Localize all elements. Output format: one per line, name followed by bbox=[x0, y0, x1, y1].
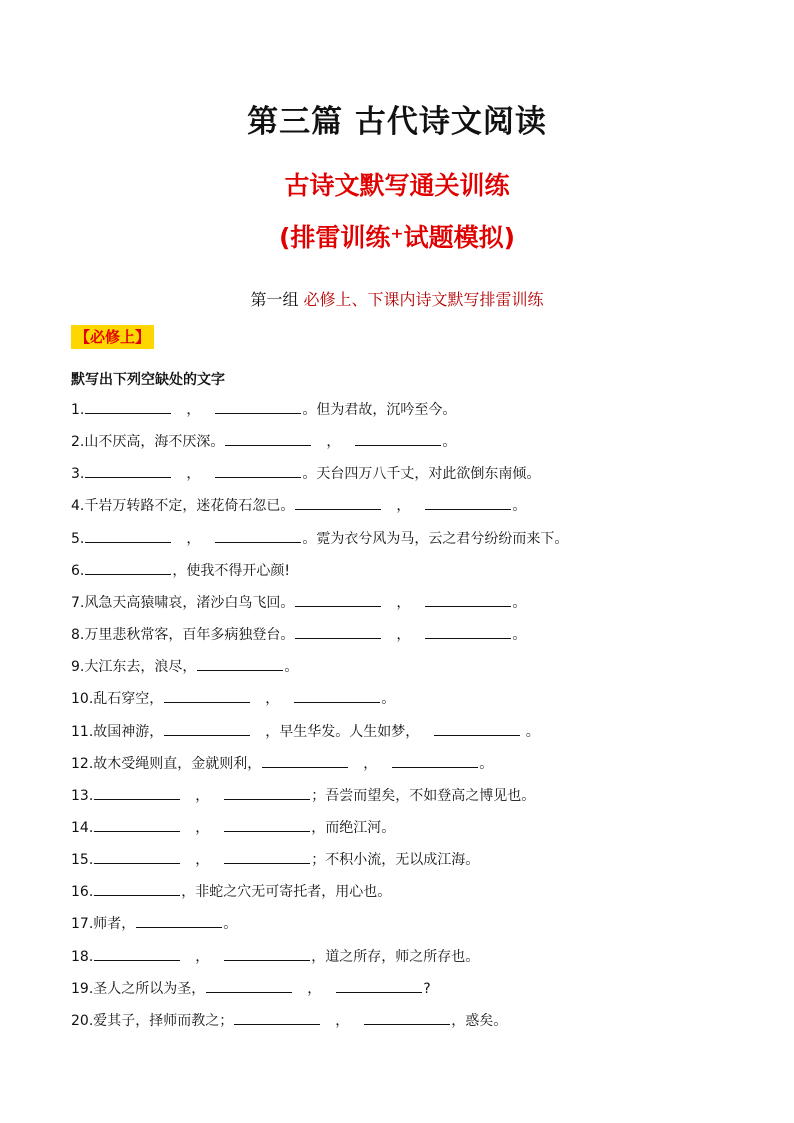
subtitle-training: 古诗文默写通关训练 bbox=[284, 171, 510, 200]
question-item bbox=[71, 495, 526, 516]
question-item bbox=[71, 913, 237, 934]
answer-blank[interactable] bbox=[85, 399, 171, 414]
question-number: 12. bbox=[71, 755, 94, 772]
question-number: 13. bbox=[71, 787, 94, 804]
question-text-before: 风急天高猿啸哀，渚沙白鸟飞回。 bbox=[84, 594, 295, 611]
question-text-middle: ， bbox=[396, 498, 411, 515]
question-text-after: 。但为君故，沉吟至今。 bbox=[302, 402, 457, 418]
answer-blank[interactable] bbox=[94, 849, 180, 864]
answer-blank[interactable] bbox=[164, 688, 250, 703]
answer-blank[interactable] bbox=[224, 785, 310, 800]
question-text-middle: ， bbox=[186, 402, 201, 418]
question-text-before: 大江东去，浪尽， bbox=[84, 659, 197, 676]
question-item bbox=[71, 624, 526, 645]
question-item bbox=[71, 431, 456, 452]
answer-blank[interactable] bbox=[215, 399, 301, 414]
question-item bbox=[71, 656, 298, 677]
question-text-middle: ， bbox=[326, 434, 341, 451]
question-number: 7. bbox=[71, 594, 85, 611]
question-number: 18. bbox=[71, 948, 94, 965]
subtitle-mode: (排雷训练⁺试题模拟) bbox=[278, 223, 516, 252]
answer-blank[interactable] bbox=[224, 946, 310, 961]
answer-blank[interactable] bbox=[294, 688, 380, 703]
question-text-before: 故国神游， bbox=[93, 723, 164, 740]
question-text-after: 。 bbox=[521, 723, 540, 740]
question-text-after: ；吾尝而望矣，不如登高之博见也。 bbox=[311, 787, 536, 804]
answer-blank[interactable] bbox=[85, 528, 171, 543]
answer-blank[interactable] bbox=[392, 753, 478, 768]
question-text-after: ；不积小流，无以成江海。 bbox=[311, 852, 480, 869]
answer-blank[interactable] bbox=[234, 1010, 320, 1025]
answer-blank[interactable] bbox=[224, 849, 310, 864]
question-item bbox=[71, 1010, 507, 1031]
question-text-before: 万里悲秋常客，百年多病独登台。 bbox=[84, 627, 295, 644]
question-text-after: 。 bbox=[512, 498, 527, 515]
question-text-middle: ， bbox=[307, 980, 322, 997]
answer-blank[interactable] bbox=[364, 1010, 450, 1025]
question-item bbox=[71, 688, 395, 709]
question-number: 16. bbox=[71, 884, 94, 901]
answer-blank[interactable] bbox=[425, 624, 511, 639]
question-number: 6. bbox=[71, 562, 85, 579]
answer-blank[interactable] bbox=[197, 656, 283, 671]
question-number: 9. bbox=[71, 659, 85, 676]
main-title: 第三篇 古代诗文阅读 bbox=[247, 104, 547, 140]
question-item bbox=[71, 721, 540, 742]
question-text-before: 爱其子，择师而教之； bbox=[93, 1012, 234, 1029]
group-title-highlight: 必修上、下课内诗文默写排雷训练 bbox=[303, 290, 544, 309]
question-text-after: ，使我不得开心颜! bbox=[172, 562, 290, 579]
question-text-after: 。 bbox=[284, 659, 299, 676]
answer-blank[interactable] bbox=[206, 978, 292, 993]
question-text-after: 。 bbox=[512, 627, 527, 644]
question-number: 4. bbox=[71, 498, 85, 515]
question-number: 3. bbox=[71, 466, 85, 483]
question-item bbox=[71, 463, 540, 484]
answer-blank[interactable] bbox=[295, 624, 381, 639]
answer-blank[interactable] bbox=[94, 785, 180, 800]
answer-blank[interactable] bbox=[425, 495, 511, 510]
question-text-after: 。霓为衣兮风为马，云之君兮纷纷而来下。 bbox=[302, 530, 569, 547]
answer-blank[interactable] bbox=[94, 946, 180, 961]
group-title bbox=[0, 287, 794, 310]
question-text-after: ，惑矣。 bbox=[451, 1012, 508, 1029]
answer-blank[interactable] bbox=[94, 817, 180, 832]
question-number: 11. bbox=[71, 723, 94, 740]
answer-blank[interactable] bbox=[434, 721, 520, 736]
answer-blank[interactable] bbox=[215, 463, 301, 478]
answer-blank[interactable] bbox=[136, 913, 222, 928]
answer-blank[interactable] bbox=[262, 753, 348, 768]
answer-blank[interactable] bbox=[425, 592, 511, 607]
answer-blank[interactable] bbox=[295, 495, 381, 510]
question-text-middle: ， bbox=[396, 594, 411, 611]
section-tag: 【必修上】 bbox=[71, 325, 154, 349]
answer-blank[interactable] bbox=[225, 431, 311, 446]
question-item bbox=[71, 592, 526, 613]
question-text-after: 。 bbox=[442, 434, 457, 451]
question-text-after: 。 bbox=[512, 594, 527, 611]
question-text-middle: ， bbox=[195, 948, 210, 965]
question-text-after: ? bbox=[423, 980, 431, 997]
answer-blank[interactable] bbox=[85, 463, 171, 478]
question-text-after: 。 bbox=[479, 755, 494, 772]
instruction-text: 默写出下列空缺处的文字 bbox=[71, 372, 225, 388]
question-item bbox=[71, 849, 479, 870]
question-item bbox=[71, 785, 535, 806]
question-text-before: 千岩万转路不定，迷花倚石忽已。 bbox=[84, 498, 295, 515]
question-number: 5. bbox=[71, 530, 85, 547]
question-text-before: 山不厌高，海不厌深。 bbox=[84, 434, 225, 451]
question-text-before: 故木受绳则直，金就则利， bbox=[93, 755, 262, 772]
question-number: 20. bbox=[71, 1012, 94, 1029]
answer-blank[interactable] bbox=[224, 817, 310, 832]
question-text-middle: ， bbox=[335, 1012, 350, 1029]
question-item bbox=[71, 560, 290, 581]
question-text-after: 。天台四万八千丈，对此欲倒东南倾。 bbox=[302, 466, 541, 483]
question-text-before: 师者， bbox=[93, 916, 136, 933]
question-text-middle: ， bbox=[265, 691, 280, 708]
question-text-middle: ， bbox=[195, 787, 210, 804]
answer-blank[interactable] bbox=[295, 592, 381, 607]
question-text-middle: ， bbox=[186, 466, 201, 483]
question-text-middle: ， bbox=[195, 852, 210, 869]
question-text-middle: ， bbox=[363, 755, 378, 772]
question-text-before: 乱石穿空， bbox=[93, 691, 164, 708]
question-text-after: ，非蛇之穴无可寄托者，用心也。 bbox=[181, 884, 392, 901]
question-text-middle: ， bbox=[396, 627, 411, 644]
question-item bbox=[71, 817, 395, 838]
answer-blank[interactable] bbox=[94, 881, 180, 896]
question-item bbox=[71, 399, 456, 420]
answer-blank[interactable] bbox=[355, 431, 441, 446]
group-title-prefix: 第一组 bbox=[250, 290, 304, 309]
question-item bbox=[71, 881, 391, 902]
answer-blank[interactable] bbox=[336, 978, 422, 993]
question-text-after: 。 bbox=[381, 691, 396, 708]
question-text-before: 圣人之所以为圣， bbox=[93, 980, 206, 997]
question-number: 14. bbox=[71, 819, 94, 836]
question-text-after: 。 bbox=[223, 916, 238, 933]
answer-blank[interactable] bbox=[164, 721, 250, 736]
question-number: 15. bbox=[71, 852, 94, 869]
question-item bbox=[71, 946, 479, 967]
question-text-middle: ， bbox=[186, 530, 201, 547]
question-item bbox=[71, 528, 568, 549]
question-text-middle: ， bbox=[195, 819, 210, 836]
question-number: 19. bbox=[71, 980, 94, 997]
question-number: 1. bbox=[71, 402, 85, 418]
question-number: 2. bbox=[71, 434, 85, 451]
question-text-after: ，而绝江河。 bbox=[311, 819, 396, 836]
question-item bbox=[71, 753, 493, 774]
question-text-middle: ，早生华发。人生如梦， bbox=[265, 723, 420, 740]
answer-blank[interactable] bbox=[85, 560, 171, 575]
question-item bbox=[71, 978, 431, 999]
question-text-after: ，道之所存，师之所存也。 bbox=[311, 948, 480, 965]
question-number: 17. bbox=[71, 916, 94, 933]
question-number: 8. bbox=[71, 627, 85, 644]
answer-blank[interactable] bbox=[215, 528, 301, 543]
question-number: 10. bbox=[71, 691, 94, 708]
